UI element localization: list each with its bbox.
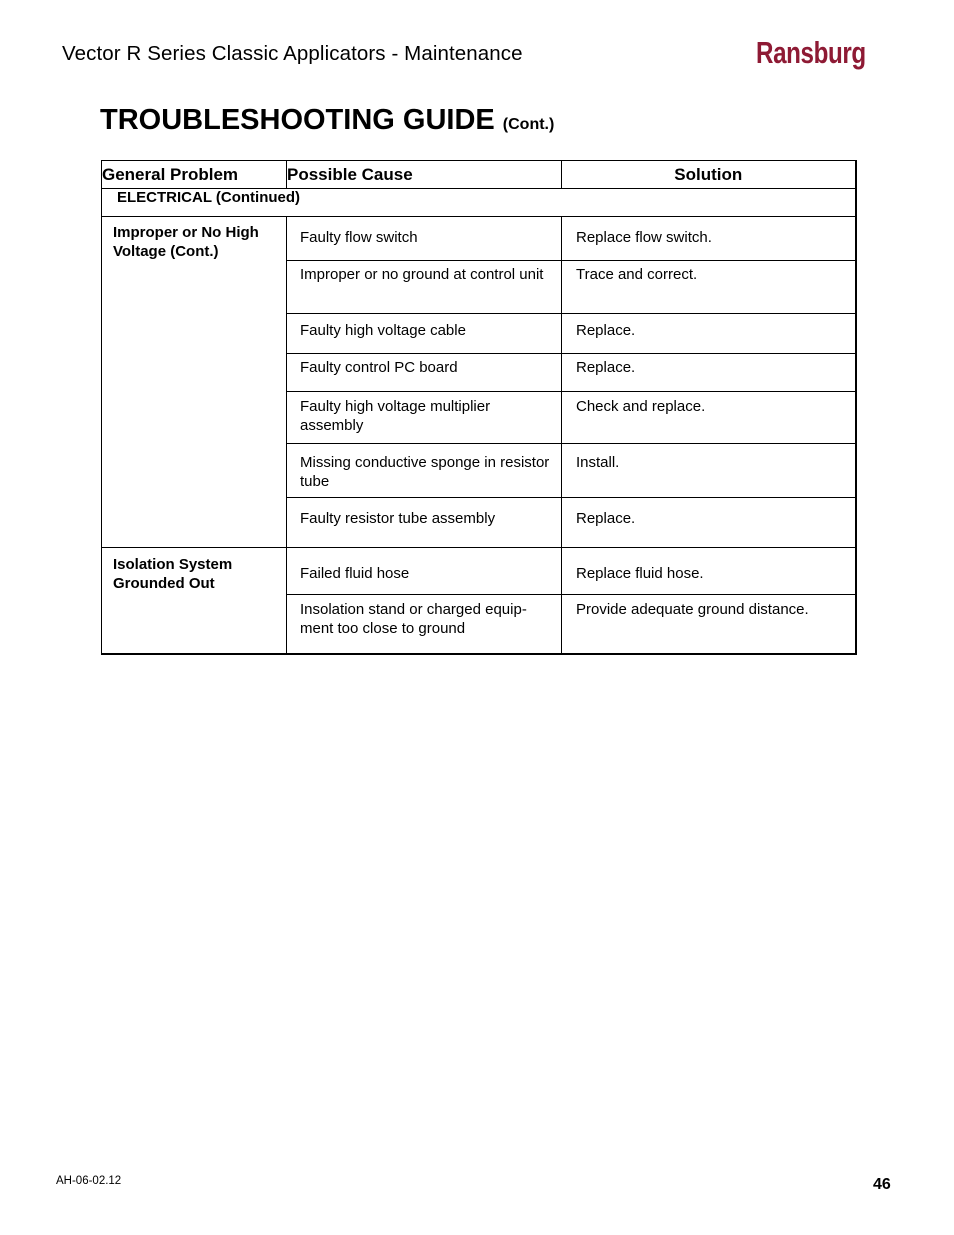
table-row [102, 548, 856, 595]
solution-cell [562, 595, 856, 654]
section-label: ELECTRICAL (Continued) [102, 189, 856, 217]
possible-cause-cell [287, 548, 562, 595]
solution-cell [562, 261, 856, 314]
solution-text: Replace fluid hose. [576, 565, 704, 582]
possible-cause-text: Faulty resistor tube assembly [300, 510, 496, 527]
solution-text: Replace. [576, 359, 636, 376]
possible-cause-cell [287, 314, 562, 354]
possible-cause-text: Missing conductive sponge in resistor tube [300, 454, 550, 490]
solution-cell [562, 548, 856, 595]
possible-cause-cell [287, 595, 562, 654]
possible-cause-text: Insolation stand or charged equip-ment too close to ground [300, 601, 527, 637]
column-header-possible-cause: Possible Cause [287, 161, 562, 189]
solution-cell [562, 354, 856, 392]
possible-cause-text: Faulty high voltage multiplier assembly [300, 398, 491, 434]
page-title [100, 104, 554, 137]
possible-cause-text: Faulty control PC board [300, 359, 458, 376]
table-header-row [102, 161, 856, 189]
section-row [102, 189, 856, 217]
page-title-main: TROUBLESHOOTING GUIDE [100, 104, 495, 136]
table-row [102, 217, 856, 261]
solution-cell [562, 498, 856, 548]
possible-cause-cell [287, 217, 562, 261]
possible-cause-cell [287, 392, 562, 444]
possible-cause-text: Failed fluid hose [300, 565, 410, 582]
solution-cell [562, 444, 856, 498]
troubleshooting-table [101, 160, 857, 655]
solution-text: Provide adequate ground distance. [576, 601, 809, 618]
possible-cause-cell [287, 354, 562, 392]
solution-text: Replace. [576, 510, 636, 527]
solution-text: Replace flow switch. [576, 229, 712, 246]
document-code: AH-06-02.12 [56, 1175, 122, 1187]
solution-text: Install. [576, 454, 620, 471]
column-header-general-problem: General Problem [102, 161, 287, 189]
solution-cell [562, 217, 856, 261]
solution-cell [562, 392, 856, 444]
general-problem-cell: Isolation System Grounded Out [102, 548, 287, 654]
possible-cause-text: Faulty flow switch [300, 229, 418, 246]
possible-cause-cell [287, 444, 562, 498]
document-header-title: Vector R Series Classic Applicators - Maintenance [62, 42, 523, 65]
solution-text: Replace. [576, 322, 636, 339]
brand-logo: Ransburg [756, 35, 866, 70]
page-number: 46 [873, 1176, 891, 1193]
solution-text: Check and replace. [576, 398, 706, 415]
solution-text: Trace and correct. [576, 266, 698, 283]
solution-cell [562, 314, 856, 354]
column-header-solution: Solution [562, 161, 856, 189]
possible-cause-text: Faulty high voltage cable [300, 322, 466, 339]
page-title-suffix: (Cont.) [502, 116, 555, 133]
possible-cause-cell [287, 498, 562, 548]
possible-cause-text: Improper or no ground at control unit [300, 266, 544, 283]
general-problem-cell: Improper or No High Voltage (Cont.) [102, 217, 287, 548]
possible-cause-cell [287, 261, 562, 314]
